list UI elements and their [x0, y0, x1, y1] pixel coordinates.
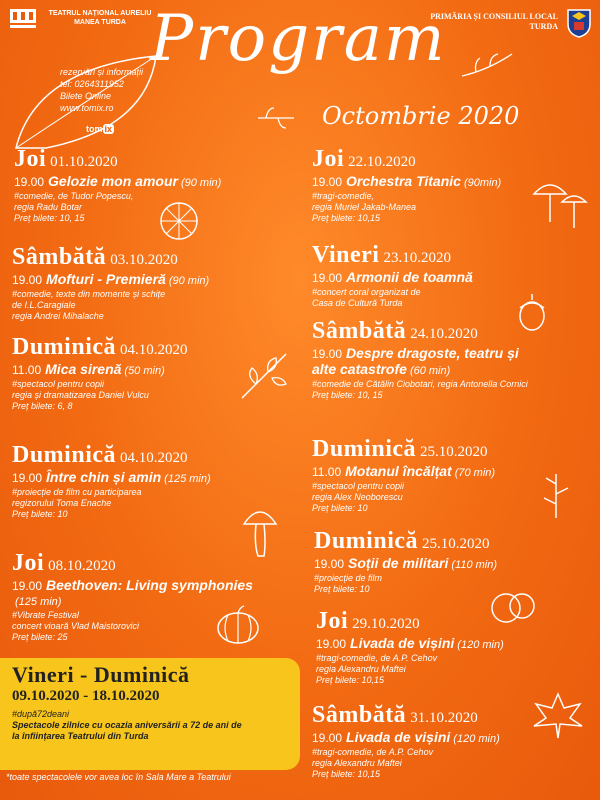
event-date: 04.10.2020 — [120, 342, 188, 358]
city-crest-icon — [566, 6, 592, 38]
event-day: Joi — [12, 550, 45, 576]
event-duration: (120 min) — [453, 733, 500, 745]
mushrooms-icon — [528, 172, 588, 232]
pumpkin-icon — [214, 604, 262, 646]
event-details: #comedie de Cătălin Ciobotari, regia Antonella Cornici Preț bilete: 10, 15 — [312, 379, 528, 400]
event-right-6 — [316, 608, 504, 686]
event-right-4 — [312, 436, 495, 514]
event-date: 31.10.2020 — [410, 710, 478, 726]
event-day: Duminică — [314, 528, 419, 554]
event-date: 01.10.2020 — [50, 154, 118, 170]
event-date: 22.10.2020 — [348, 154, 416, 170]
event-duration: (120 min) — [457, 639, 504, 651]
event-details: #comedie, texte din momente și schițe de I.L.Caragiale regia Andrei Mihalache — [12, 289, 166, 321]
page-title: Program — [150, 2, 447, 76]
event-day: Sâmbătă — [12, 244, 107, 270]
event-details: #concert coral organizat de Casa de Cultură Turda — [312, 287, 421, 308]
event-details: #comedie, de Tudor Popescu, regia Radu Botar Preț bilete: 10, 15 — [14, 191, 134, 223]
theatre-name: TEATRUL NAȚIONAL AURELIU MANEA TURDA — [48, 10, 152, 26]
event-time: 19.00 — [316, 637, 347, 651]
theatre-logo — [8, 6, 158, 46]
special-days: Vineri - Duminică — [12, 662, 190, 687]
event-time: 19.00 — [312, 271, 343, 285]
event-details: #spectacol pentru copii regia Alex Neoborescu Preț bilete: 10 — [312, 481, 405, 513]
event-day: Duminică — [312, 436, 417, 462]
event-title: Mica sirenă — [45, 361, 122, 377]
tomix-badge: tom ix — [86, 124, 113, 134]
special-text-2: la înființarea Teatrului din Turda — [12, 731, 149, 741]
event-details: #proiecție de film cu participarea regizorului Toma Enache Preț bilete: 10 — [12, 487, 142, 519]
info-website[interactable]: www.tomix.ro — [60, 103, 114, 113]
event-date: 29.10.2020 — [352, 616, 420, 632]
orange-slice-icon — [156, 198, 202, 244]
event-time: 19.00 — [312, 175, 343, 189]
mushroom-icon — [240, 500, 280, 558]
event-duration: (125 min) — [164, 473, 211, 485]
event-time: 19.00 — [314, 557, 345, 571]
event-details: #spectacol pentru copii regia și dramatizarea Daniel Vulcu Preț bilete: 6, 8 — [12, 379, 149, 411]
info-online-tickets: Bilete Online — [60, 91, 112, 101]
month-subtitle: Octombrie 2020 — [322, 102, 520, 130]
acorn-icon — [512, 290, 552, 334]
event-title: Gelozie mon amour — [48, 173, 178, 189]
sprig-icon — [256, 104, 296, 132]
maple-leaf-icon — [530, 690, 586, 740]
event-time: 19.00 — [12, 273, 43, 287]
fruit-icon — [488, 586, 538, 626]
branch-icon — [458, 50, 516, 80]
event-day: Vineri — [312, 242, 380, 268]
event-date: 04.10.2020 — [120, 450, 188, 466]
event-time: 19.00 — [312, 731, 343, 745]
event-day: Sâmbătă — [312, 702, 407, 728]
event-time: 19.00 — [12, 471, 43, 485]
event-left-3 — [12, 334, 188, 412]
event-title: Soții de militari — [348, 555, 449, 571]
event-right-1 — [312, 146, 501, 224]
event-date: 23.10.2020 — [383, 250, 451, 266]
event-day: Joi — [312, 146, 345, 172]
event-day: Duminică — [12, 442, 117, 468]
event-right-5 — [314, 528, 497, 595]
event-title: Motanul încălțat — [345, 463, 452, 479]
event-duration: (90 min) — [180, 177, 222, 189]
event-duration: (70 min) — [454, 467, 496, 479]
event-title: Livada de vișini — [350, 635, 455, 651]
theatre-mask-icon — [8, 6, 38, 32]
event-details: #Vibrate Festival concert vioară Vlad Maistorovici Preț bilete: 25 — [12, 610, 140, 642]
event-date: 03.10.2020 — [110, 252, 178, 268]
event-right-7 — [312, 702, 500, 780]
event-details: #proiecție de film Preț bilete: 10 — [314, 573, 383, 594]
event-left-2 — [12, 244, 209, 322]
event-time: 19.00 — [12, 579, 43, 593]
event-date: 25.10.2020 — [422, 536, 490, 552]
anniversary-box — [0, 658, 300, 770]
event-date: 25.10.2020 — [420, 444, 488, 460]
event-time: 19.00 — [312, 347, 343, 361]
info-phone: tel: 0264311952 — [60, 79, 124, 89]
event-title: Orchestra Titanic — [346, 173, 461, 189]
twig-icon — [536, 470, 576, 520]
event-day: Joi — [316, 608, 349, 634]
autumn-leaves-icon — [236, 348, 292, 404]
event-right-3 — [312, 318, 542, 401]
event-day: Duminică — [12, 334, 117, 360]
event-details: #tragi-comedie, regia Muriel Jakab-Manea Preț bilete: 10,15 — [312, 191, 417, 223]
special-text-1: Spectacole zilnice cu ocazia aniversării a 72 de ani de — [12, 720, 242, 730]
event-day: Sâmbătă — [312, 318, 407, 344]
event-title: Mofturi - Premieră — [46, 271, 166, 287]
event-date: 24.10.2020 — [410, 326, 478, 342]
event-duration: (90 min) — [168, 275, 210, 287]
special-hashtag: #după72deani — [12, 709, 70, 719]
event-title: Între chin și amin — [46, 469, 162, 485]
info-leaf — [6, 48, 174, 158]
event-title: Livada de vișini — [346, 729, 451, 745]
special-dates: 09.10.2020 - 18.10.2020 — [12, 688, 160, 704]
event-time: 19.00 — [14, 175, 45, 189]
event-title: Despre dragoste, teatru și alte catastrofe — [312, 345, 519, 377]
event-duration: (125 min) — [15, 596, 62, 608]
event-details: #tragi-comedie, de A.P. Cehov regia Alexandru Maftei Preț bilete: 10,15 — [316, 653, 438, 685]
event-duration: (110 min) — [451, 559, 498, 571]
event-title: Beethoven: Living symphonies — [46, 577, 253, 593]
municipality-name: PRIMĂRIA ȘI CONSILIUL LOCAL TURDA — [430, 12, 558, 31]
event-date: 08.10.2020 — [48, 558, 116, 574]
event-left-4 — [12, 442, 211, 520]
info-reservations: rezervări și informații — [60, 67, 144, 77]
event-right-2 — [312, 242, 473, 309]
event-title: Armonii de toamnă — [346, 269, 473, 285]
event-duration: (60 min) — [409, 365, 451, 377]
event-duration: (90min) — [463, 177, 502, 189]
event-day: Joi — [14, 146, 47, 172]
event-details: #tragi-comedie, de A.P. Cehov regia Alexandru Maftei Preț bilete: 10,15 — [312, 747, 434, 779]
event-time: 11.00 — [12, 363, 42, 377]
event-duration: (50 min) — [124, 365, 165, 377]
footer-note: *toate spectacolele vor avea loc în Sala Mare a Teatrului — [6, 772, 231, 782]
event-time: 11.00 — [312, 465, 342, 479]
